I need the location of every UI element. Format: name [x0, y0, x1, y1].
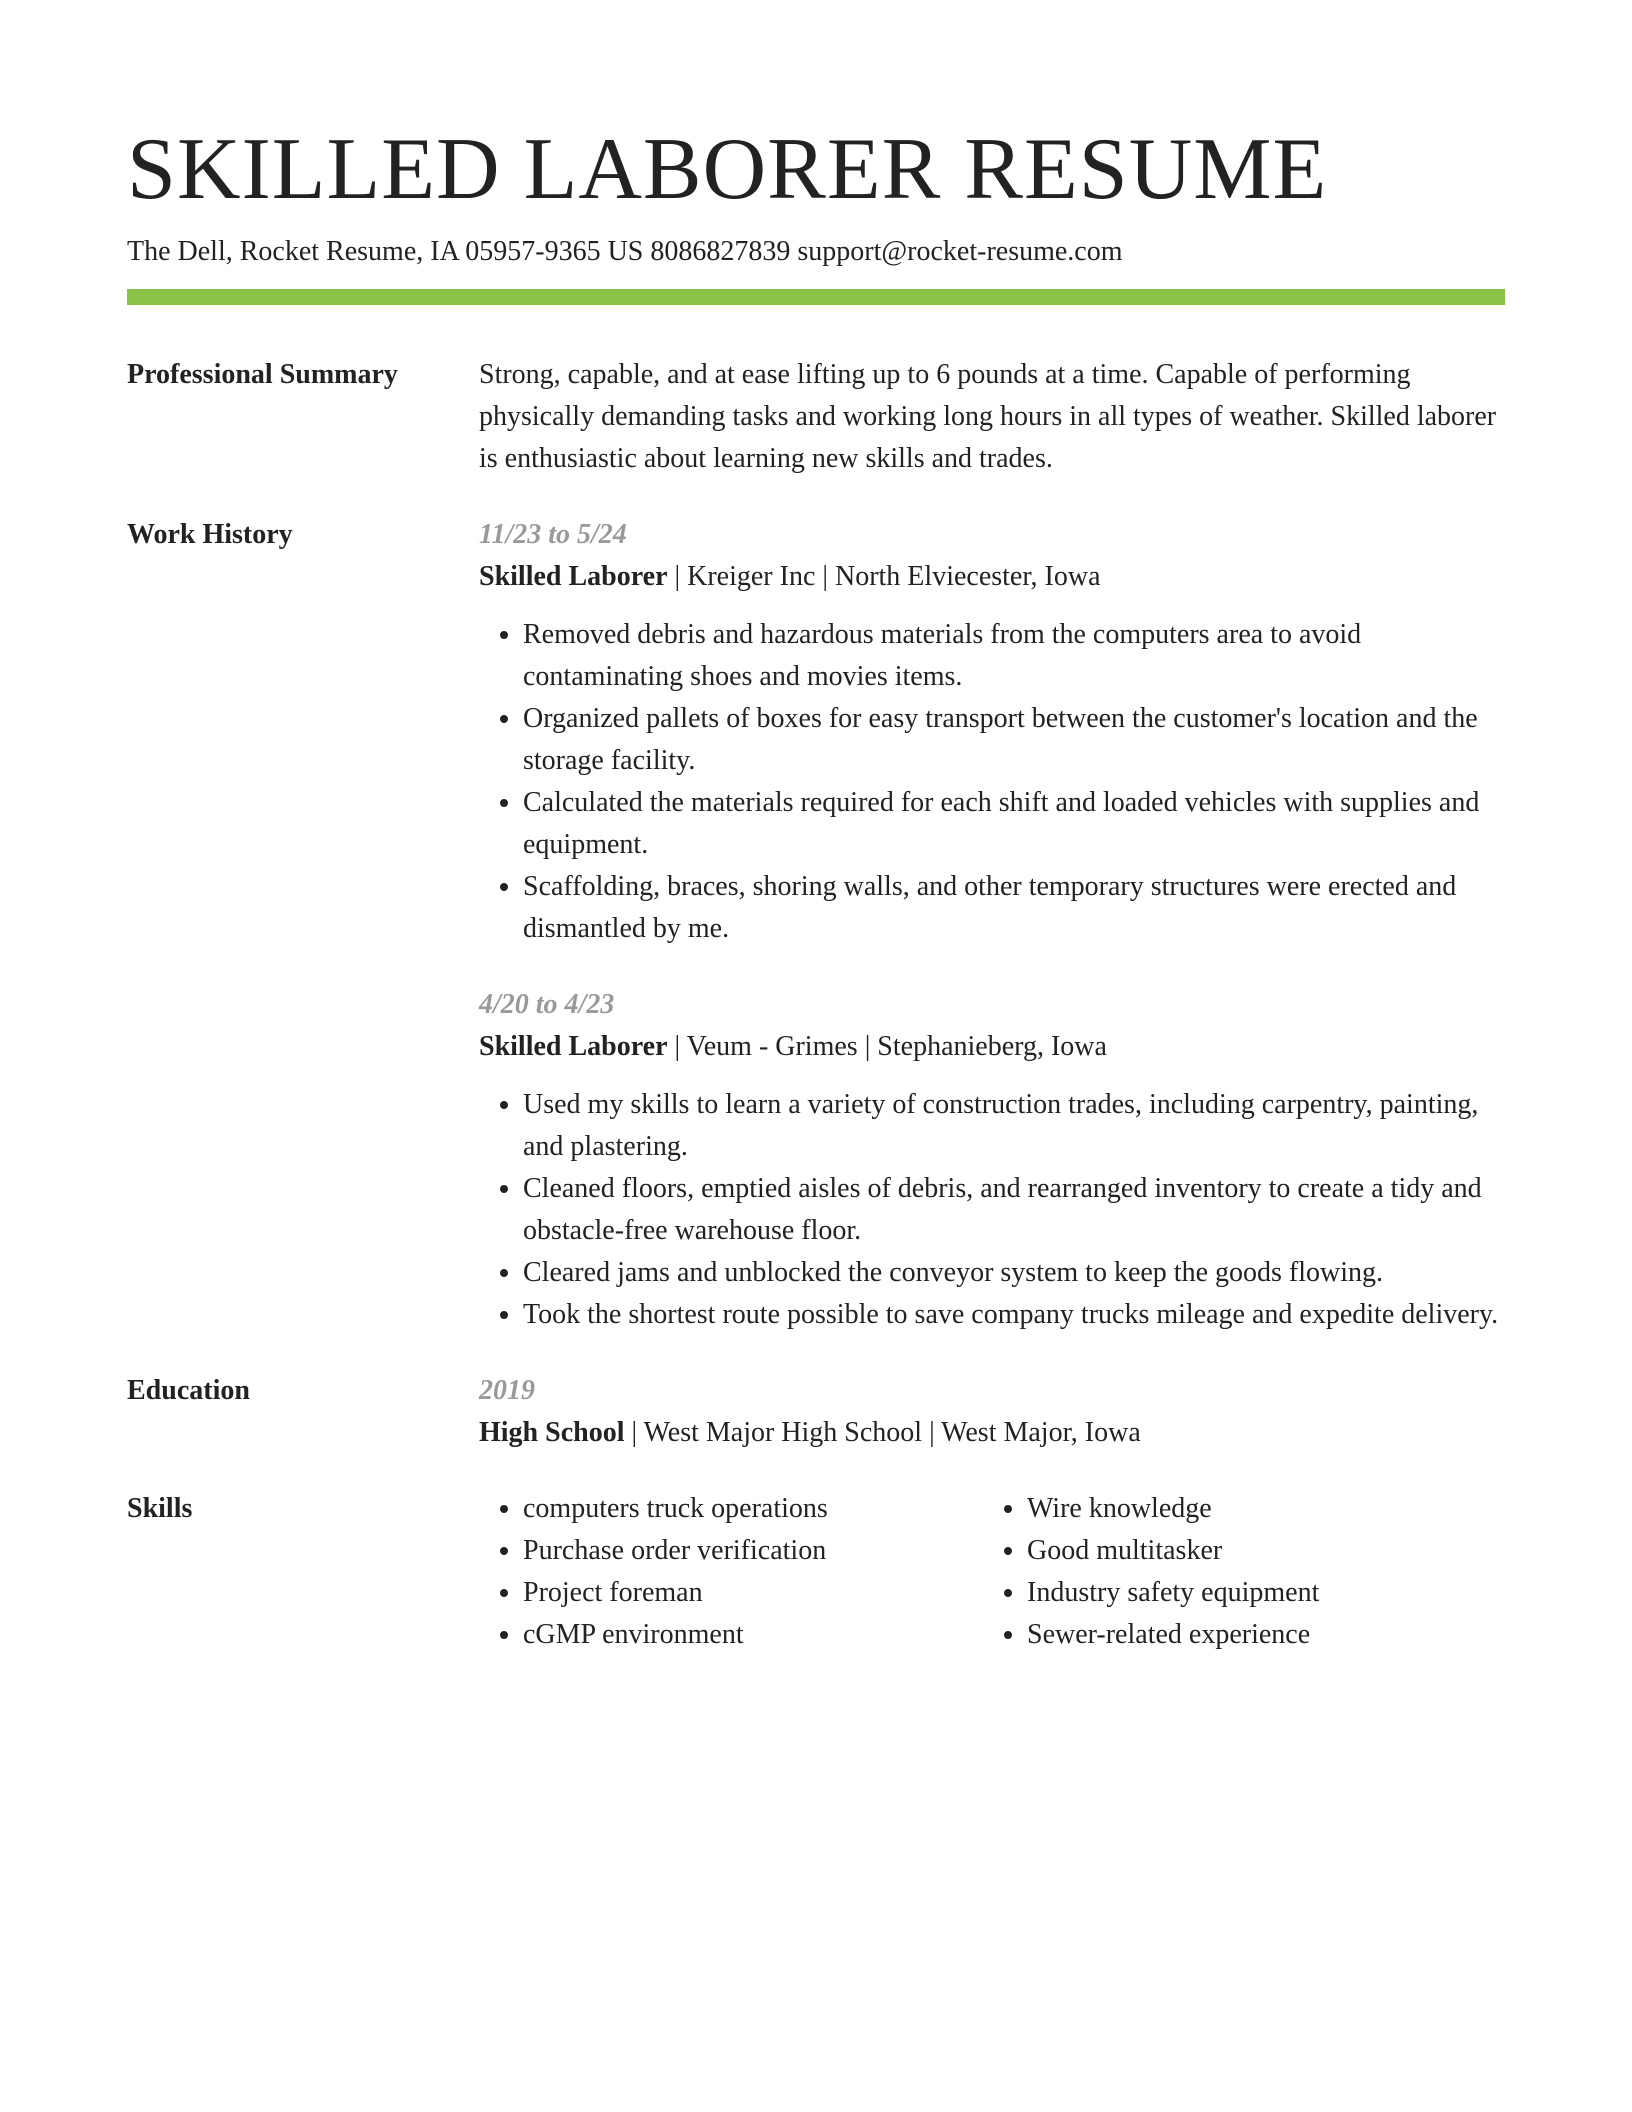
- job-bullet-list: [479, 1084, 1505, 1336]
- job-role: Skilled Laborer: [479, 1031, 668, 1062]
- education-entry: [479, 1412, 1505, 1454]
- skill-item: • Purchase order verification: [523, 1530, 983, 1572]
- job-header: [479, 1026, 1505, 1068]
- job-bullet-list: [479, 614, 1505, 950]
- education-section: [127, 1370, 1505, 1454]
- education-degree: High School: [479, 1417, 625, 1448]
- skill-item: • Sewer-related experience: [1027, 1614, 1487, 1656]
- job-bullet: • Organized pallets of boxes for easy transport between the customer's location and the storage facility.: [523, 698, 1505, 782]
- skill-item: • Industry safety equipment: [1027, 1572, 1487, 1614]
- job-bullet: • Scaffolding, braces, shoring walls, and other temporary structures were erected and dismantled by me.: [523, 866, 1505, 950]
- skill-item: • computers truck operations: [523, 1488, 983, 1530]
- job-entry: [479, 514, 1505, 950]
- work-history-section: [127, 514, 1505, 1336]
- job-bullet: • Removed debris and hazardous materials from the computers area to avoid contaminating shoes and movies items.: [523, 614, 1505, 698]
- job-role: Skilled Laborer: [479, 561, 668, 592]
- skills-section: [127, 1488, 1505, 1656]
- contact-line: The Dell, Rocket Resume, IA 05957-9365 US 8086827839 support@rocket-resume.com: [127, 236, 1123, 267]
- skills-heading: Skills: [127, 1493, 193, 1524]
- summary-section: [127, 354, 1505, 480]
- resume-title: SKILLED LABORER RESUME: [127, 121, 1328, 218]
- job-bullet: • Used my skills to learn a variety of construction trades, including carpentry, painting, and plastering.: [523, 1084, 1505, 1168]
- skill-item: • Project foreman: [523, 1572, 983, 1614]
- resume-page: [127, 0, 1505, 1656]
- accent-divider: [127, 289, 1505, 305]
- skills-grid: [479, 1488, 1505, 1656]
- job-bullet: • Took the shortest route possible to save company trucks mileage and expedite delivery.: [523, 1294, 1505, 1336]
- education-heading: Education: [127, 1375, 250, 1406]
- summary-text: Strong, capable, and at ease lifting up to 6 pounds at a time. Capable of performing physically demanding tasks and working long hours in all types of weather. Skilled laborer is enthusiastic about learning new skills and trades.: [479, 359, 1497, 474]
- skill-item: • Good multitasker: [1027, 1530, 1487, 1572]
- education-year: 2019: [479, 1375, 535, 1406]
- skills-list-left: [479, 1488, 983, 1656]
- job-details: | Veum - Grimes | Stephanieberg, Iowa: [667, 1031, 1107, 1062]
- job-dates: 4/20 to 4/23: [479, 989, 615, 1020]
- work-history-heading: Work History: [127, 519, 293, 550]
- job-bullet: • Cleaned floors, emptied aisles of debris, and rearranged inventory to create a tidy and obstacle-free warehouse floor.: [523, 1168, 1505, 1252]
- skills-list-right: [983, 1488, 1487, 1656]
- skill-item: • cGMP environment: [523, 1614, 983, 1656]
- education-details: | West Major High School | West Major, Iowa: [624, 1417, 1141, 1448]
- job-header: [479, 556, 1505, 598]
- job-bullet: • Calculated the materials required for each shift and loaded vehicles with supplies and equipment.: [523, 782, 1505, 866]
- job-entry: [479, 984, 1505, 1336]
- job-details: | Kreiger Inc | North Elviecester, Iowa: [667, 561, 1101, 592]
- skill-item: • Wire knowledge: [1027, 1488, 1487, 1530]
- job-dates: 11/23 to 5/24: [479, 519, 627, 550]
- summary-heading: Professional Summary: [127, 359, 398, 390]
- job-bullet: • Cleared jams and unblocked the conveyor system to keep the goods flowing.: [523, 1252, 1505, 1294]
